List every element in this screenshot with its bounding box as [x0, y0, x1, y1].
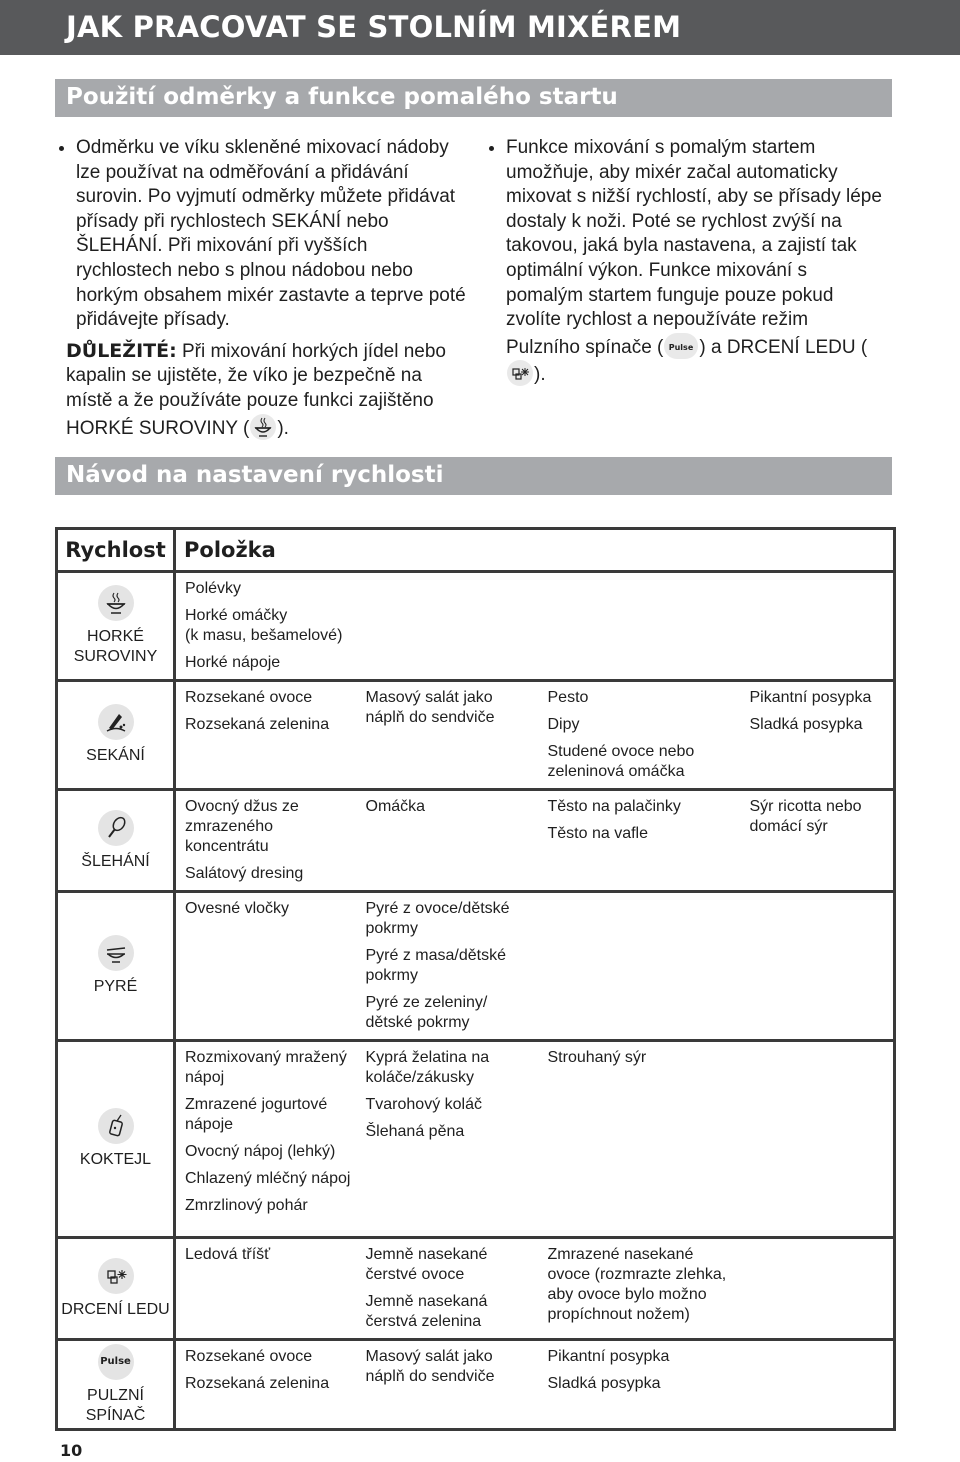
item-text: Rozsekaná zelenina — [185, 1375, 330, 1392]
item-cell — [539, 790, 741, 892]
table-row — [57, 790, 895, 892]
item-text: Ovocný džus ze zmrazeného koncentrátu — [185, 798, 299, 855]
pulse-icon: Pulse — [98, 1344, 134, 1380]
item-text: Omáčka — [365, 798, 426, 815]
speed-cell — [57, 1340, 175, 1430]
item-cell — [175, 681, 357, 790]
item-cell — [539, 681, 741, 790]
item-text: Ovocný nápoj (lehký) — [185, 1143, 336, 1160]
item-text: Rozmixovaný mražený nápoj — [185, 1049, 347, 1086]
table-row — [57, 572, 895, 681]
item-text: Šlehaná pěna — [365, 1123, 465, 1140]
hot-soup-icon — [98, 585, 134, 621]
header-bar — [0, 0, 960, 55]
table-row — [57, 1238, 895, 1340]
speed-cell — [57, 681, 175, 790]
table-row — [57, 1041, 895, 1238]
item-text: Dipy — [547, 716, 580, 733]
item-text: Horké nápoje — [185, 654, 281, 671]
cocktail-icon — [98, 1108, 134, 1144]
item-cell — [539, 892, 741, 1041]
item-text: Polévky — [185, 580, 242, 597]
item-text: Těsto na palačinky — [547, 798, 681, 815]
item-cell — [357, 681, 539, 790]
item-cell — [175, 790, 357, 892]
item-text: Masový salát jako náplň do sendviče — [365, 1348, 495, 1385]
item-cell — [741, 790, 895, 892]
ice-crush-icon — [98, 1258, 134, 1294]
section-header-speed-guide — [55, 457, 892, 495]
item-text: Horké omáčky (k masu, bešamelové) — [185, 607, 343, 644]
soft-start-text-mid: ) a DRCENÍ LEDU ( — [699, 336, 868, 358]
item-cell — [357, 1041, 539, 1238]
speed-cell — [57, 572, 175, 681]
speed-cell — [57, 790, 175, 892]
item-text: Strouhaný sýr — [547, 1049, 647, 1066]
item-cell — [357, 892, 539, 1041]
important-label: DŮLEŽITÉ: — [66, 339, 177, 362]
section-title: Návod na nastavení rychlosti — [66, 462, 444, 488]
soft-start-text: Funkce mixování s pomalým startem umožňuje, aby mixér začal automaticky mixovat s nižší rychlostí, aby se přísady lépe dostaly k noži. Poté se rychlost zvýší na takovou, jaká byla nastavena, a zajistí tak optimální výkon. Funkce mixování s pomalým startem funguje pouze pokud zvolíte rychlost a nepoužíváte režim Pulzního spínače ( — [506, 137, 882, 358]
speed-label: HORKÉ — [87, 628, 144, 645]
important-text: Při mixování horkých jídel nebo kapalin se ujistěte, že víko je bezpečně na místě a že používáte pouze funkci zajištěno HORKÉ SUROVINY ( — [66, 340, 446, 439]
item-text: Ovesné vločky — [185, 900, 290, 917]
item-cell — [175, 1340, 357, 1430]
speed-label: SPÍNAČ — [85, 1406, 146, 1424]
speed-cell — [57, 1238, 175, 1340]
table-row — [57, 892, 895, 1041]
item-text: Pesto — [547, 689, 589, 706]
item-cell — [175, 1041, 357, 1238]
item-text: Pyré ze zeleniny/ dětské pokrmy — [365, 994, 488, 1031]
pulse-icon — [664, 333, 698, 359]
item-text: Sýr ricotta nebo domácí sýr — [749, 798, 862, 835]
bullet-measuring-cap: • Odměrku ve víku skleněné mixovací nádoby lze používat na odměřování a přidávání surovin. Po vyjmutí odměrky můžete přidávat přísady při rychlostech SEKÁNÍ nebo ŠLEHÁNÍ. Při mixování při vyšších rychlostech nebo s plnou nádobou nebo horkým obsahem mixér zastavte a teprve poté přidávejte přísady. — [76, 136, 466, 333]
speed-label: ŠLEHÁNÍ — [81, 852, 150, 870]
item-cell — [741, 1340, 895, 1430]
speed-guide-table — [55, 527, 896, 1431]
puree-icon — [98, 935, 134, 971]
item-text: Těsto na vafle — [547, 825, 648, 842]
page-number: 10 — [60, 1441, 83, 1460]
item-cell — [539, 572, 741, 681]
speed-label: KOKTEJL — [79, 1151, 152, 1168]
page-title: JAK PRACOVAT SE STOLNÍM MIXÉREM — [66, 10, 682, 44]
left-column — [56, 136, 466, 441]
left-bullet-list — [56, 136, 466, 333]
item-text: Rozsekaná zelenina — [185, 716, 330, 733]
important-note — [66, 339, 466, 441]
item-cell — [357, 1238, 539, 1340]
item-text: Zmrazené jogurtové nápoje — [185, 1096, 328, 1133]
item-text: Jemně nasekané čerstvé ovoce — [365, 1246, 488, 1283]
item-cell — [741, 892, 895, 1041]
important-end: ). — [277, 417, 289, 439]
item-text: Sladká posypka — [749, 716, 863, 733]
speed-cell — [57, 892, 175, 1041]
item-cell — [741, 681, 895, 790]
item-text: Ledová tříšť — [185, 1246, 271, 1263]
item-text: Tvarohový koláč — [365, 1096, 482, 1113]
item-text: Masový salát jako náplň do sendviče — [365, 689, 495, 726]
bullet-soft-start — [506, 136, 886, 388]
column-header-speed: Rychlost — [57, 529, 175, 572]
section-title: Použití odměrky a funkce pomalého startu — [66, 84, 618, 110]
item-text: Pikantní posypka — [547, 1348, 670, 1365]
speed-label: SUROVINY — [73, 648, 158, 665]
item-text: Chlazený mléčný nápoj — [185, 1170, 351, 1187]
item-text: Pyré z ovoce/dětské pokrmy — [365, 900, 510, 937]
item-text: Pikantní posypka — [749, 689, 872, 706]
item-text: Sladká posypka — [547, 1375, 661, 1392]
column-header-item: Položka — [175, 529, 895, 572]
speed-cell — [57, 1041, 175, 1238]
item-text: Salátový dresing — [185, 865, 304, 882]
item-cell — [357, 1340, 539, 1430]
speed-label: PULZNÍ — [87, 1386, 144, 1404]
right-column — [486, 136, 886, 388]
item-cell — [357, 790, 539, 892]
item-cell — [175, 572, 357, 681]
item-cell — [539, 1340, 741, 1430]
item-text: Pyré z masa/dětské pokrmy — [365, 947, 506, 984]
hot-soup-icon — [250, 414, 276, 440]
item-cell — [539, 1238, 741, 1340]
item-cell — [175, 1238, 357, 1340]
item-cell — [741, 1041, 895, 1238]
item-cell — [357, 572, 539, 681]
ice-crush-icon — [507, 360, 533, 386]
item-text: Rozsekané ovoce — [185, 1348, 313, 1365]
item-cell — [539, 1041, 741, 1238]
item-text: Zmrazené nasekané ovoce (rozmrazte zlehka, aby ovoce bylo možno propíchnout nožem) — [547, 1246, 727, 1323]
whisk-icon — [98, 810, 134, 846]
item-cell — [175, 892, 357, 1041]
item-cell — [741, 572, 895, 681]
right-bullet-list — [486, 136, 886, 388]
speed-label: PYRÉ — [93, 978, 138, 995]
table-row — [57, 681, 895, 790]
item-text: Studené ovoce nebo zeleninová omáčka — [547, 743, 695, 780]
speed-label: DRCENÍ LEDU — [61, 1300, 170, 1318]
section-header-measuring-cap — [55, 79, 892, 117]
speed-label: SEKÁNÍ — [86, 747, 145, 764]
item-cell — [741, 1238, 895, 1340]
item-text: Kyprá želatina na koláče/zákusky — [365, 1049, 490, 1086]
item-text: Rozsekané ovoce — [185, 689, 313, 706]
chop-icon — [98, 704, 134, 740]
pulse-icon-label: Pulse — [669, 342, 694, 352]
item-text: Zmrzlinový pohár — [185, 1197, 308, 1214]
soft-start-text-end: ). — [534, 364, 546, 386]
item-text: Jemně nasekaná čerstvá zelenina — [365, 1293, 488, 1330]
table-row — [57, 1340, 895, 1430]
